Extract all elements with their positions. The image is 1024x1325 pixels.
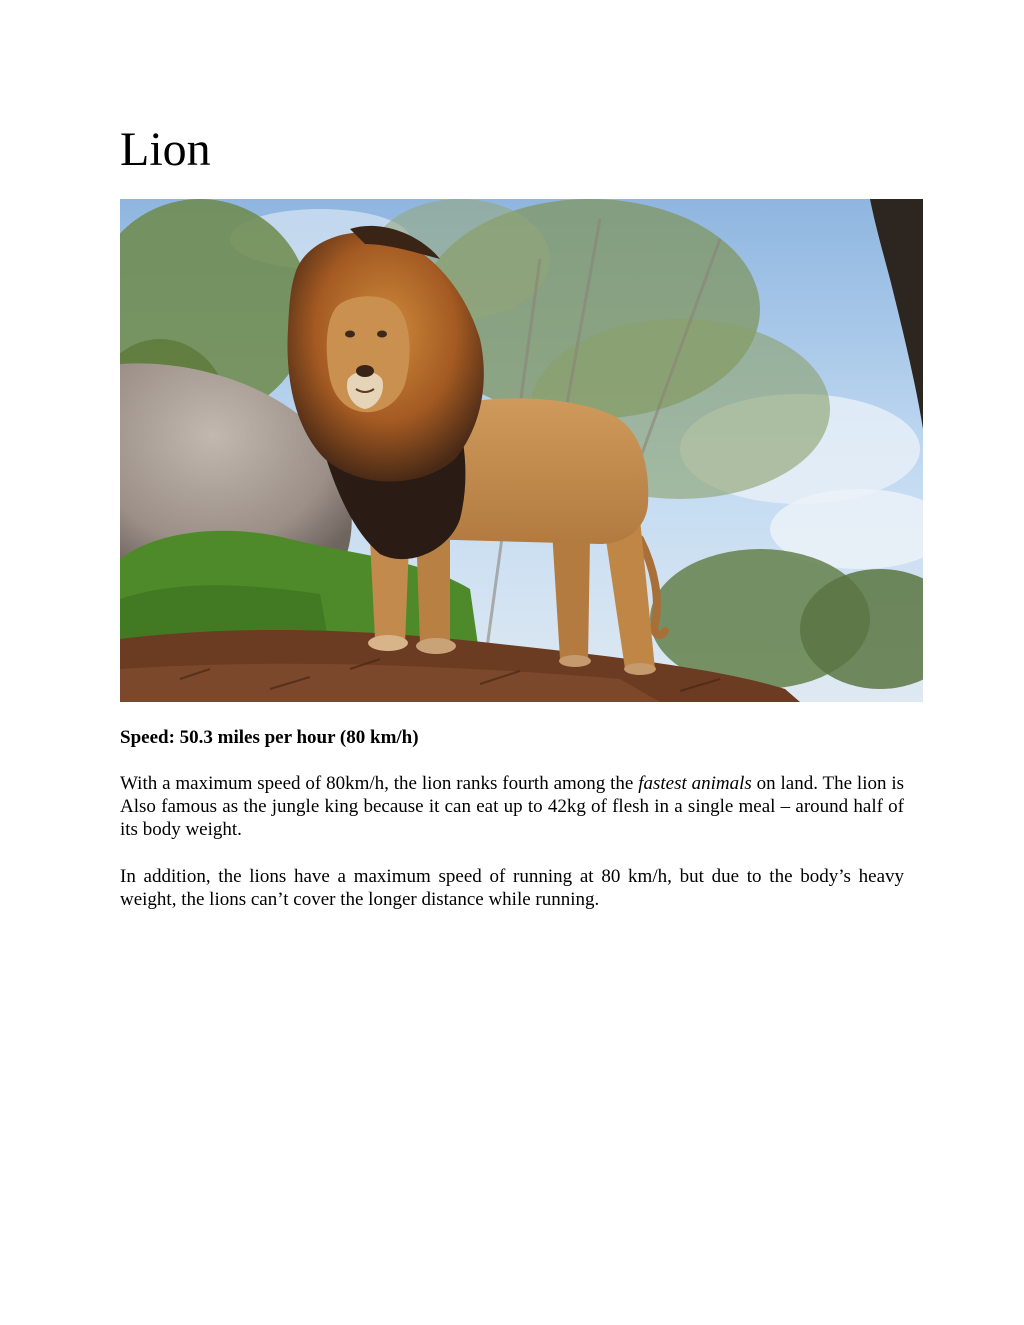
paragraph-lion-running: In addition, the lions have a maximum speed of running at 80 km/h, but due to the body’s heavy weight, the lions can’t cover the longer distance while running. [120, 866, 904, 910]
paragraph1-text-before: With a maximum speed of 80km/h, the lion ranks fourth among the [120, 773, 639, 794]
speed-heading: Speed: 50.3 miles per hour (80 km/h) [120, 727, 419, 748]
paragraph1-text-after: on land. The lion is Also famous as the jungle king because it can eat up to 42kg of flesh in a single meal – around half of its body weight. [120, 773, 905, 840]
page-title: Lion [120, 123, 211, 176]
lion-photo [120, 199, 923, 702]
fastest-animals-emphasis: fastest animals [638, 773, 752, 794]
lion-photo-illustration [120, 199, 923, 702]
paragraph-lion-speed [120, 772, 904, 841]
